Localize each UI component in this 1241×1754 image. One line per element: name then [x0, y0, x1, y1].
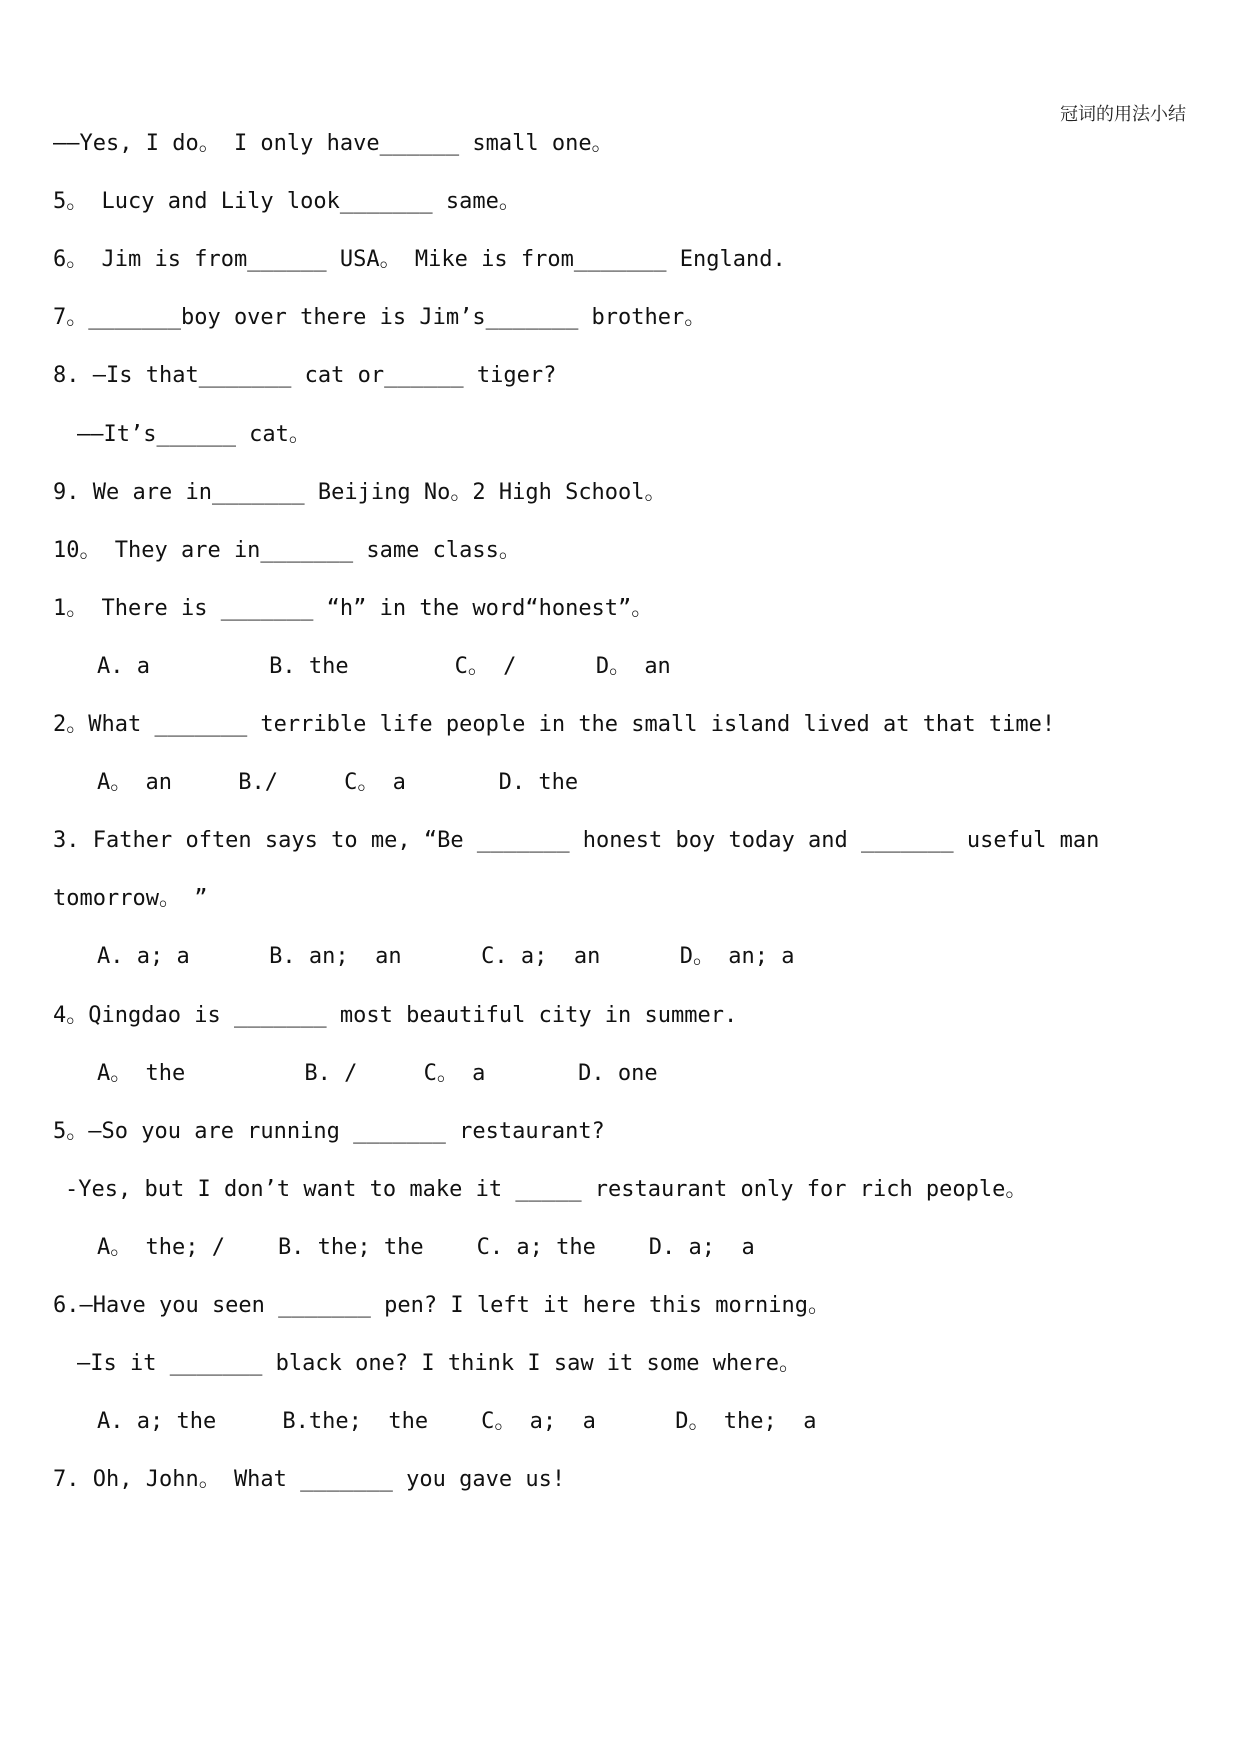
- document-line: 5。 Lucy and Lily look_______ same。: [53, 189, 521, 214]
- document-line: A. a B. the C。 / D。 an: [97, 654, 671, 679]
- document-line: ——Yes, I do。 I only have______ small one。: [53, 131, 614, 156]
- document-line: 6.—Have you seen _______ pen? I left it here this morning。: [53, 1293, 830, 1318]
- document-line: A。 the; / B. the; the C. a; the D. a; a: [97, 1235, 755, 1260]
- document-line: -Yes, but I don’t want to make it _____ restaurant only for rich people。: [65, 1177, 1028, 1202]
- document-line: 7。_______boy over there is Jim’s_______ brother。: [53, 305, 707, 330]
- document-line: A。 the B. / C。 a D. one: [97, 1061, 658, 1086]
- document-line: 6。 Jim is from______ USA。 Mike is from_______ England.: [53, 247, 786, 272]
- document-line: A. a; the B.the; the C。 a; a D。 the; a: [97, 1409, 817, 1434]
- document-line: 3. Father often says to me, “Be _______ honest boy today and _______ useful man: [53, 828, 1100, 853]
- document-line: 8. —Is that_______ cat or______ tiger?: [53, 363, 557, 388]
- page-header-title: 冠词的用法小结: [1060, 104, 1186, 125]
- document-line: —Is it _______ black one? I think I saw it some where。: [77, 1351, 801, 1376]
- document-line: 4。Qingdao is _______ most beautiful city in summer.: [53, 1003, 738, 1028]
- document-line: 5。—So you are running _______ restaurant?: [53, 1119, 605, 1144]
- document-line: A. a; a B. an; an C. a; an D。 an; a: [97, 944, 795, 969]
- document-line: A。 an B./ C。 a D. the: [97, 770, 579, 795]
- document-line: ——It’s______ cat。: [77, 422, 311, 447]
- document-line: 2。What _______ terrible life people in the small island lived at that time!: [53, 712, 1056, 737]
- document-line: 9. We are in_______ Beijing No。2 High School。: [53, 480, 667, 505]
- document-line: 10。 They are in_______ same class。: [53, 538, 521, 563]
- document-line: tomorrow。 ”: [53, 886, 208, 911]
- document-line: 1。 There is _______ “h” in the word“honest”。: [53, 596, 654, 621]
- document-line: 7. Oh, John。 What _______ you gave us!: [53, 1467, 566, 1492]
